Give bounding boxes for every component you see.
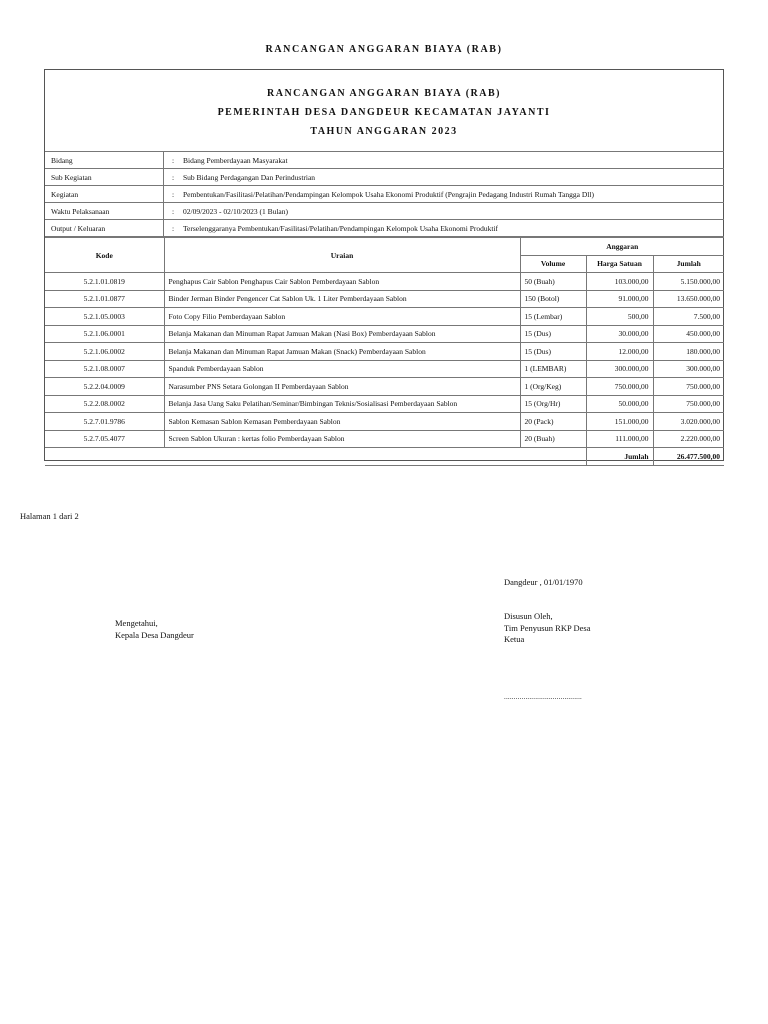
cell-harga-satuan: 300.000,00	[586, 360, 653, 378]
cell-harga-satuan: 111.000,00	[586, 430, 653, 448]
cell-volume: 15 (Lembar)	[520, 308, 586, 326]
info-value-cell	[164, 203, 725, 220]
cell-volume: 50 (Buah)	[520, 273, 586, 291]
cell-volume: 150 (Botol)	[520, 290, 586, 308]
info-row	[45, 152, 724, 169]
info-row	[45, 186, 724, 203]
cell-kode: 5.2.1.08.0007	[45, 360, 164, 378]
cell-harga-satuan: 500,00	[586, 308, 653, 326]
table-row	[45, 343, 724, 361]
cell-kode: 5.2.1.06.0001	[45, 325, 164, 343]
cell-volume: 15 (Dus)	[520, 325, 586, 343]
info-row	[45, 203, 724, 220]
cell-kode: 5.2.7.05.4077	[45, 430, 164, 448]
approval-label: Mengetahui,	[115, 618, 158, 628]
table-row	[45, 395, 724, 413]
rab-frame	[44, 69, 724, 461]
preparer-role: Ketua	[504, 634, 525, 644]
cell-jumlah: 3.020.000,00	[653, 413, 724, 431]
place-date: Dangdeur , 01/01/1970	[504, 577, 583, 587]
cell-harga-satuan: 750.000,00	[586, 378, 653, 396]
cell-harga-satuan: 103.000,00	[586, 273, 653, 291]
cell-jumlah: 750.000,00	[653, 378, 724, 396]
cell-kode: 5.2.1.01.0819	[45, 273, 164, 291]
table-row	[45, 308, 724, 326]
header-government: PEMERINTAH DESA DANGDEUR KECAMATAN JAYANTI	[217, 107, 551, 118]
table-row	[45, 290, 724, 308]
cell-jumlah: 13.650.000,00	[653, 290, 724, 308]
cell-jumlah: 2.220.000,00	[653, 430, 724, 448]
cell-jumlah: 7.500,00	[653, 308, 724, 326]
cell-jumlah: 5.150.000,00	[653, 273, 724, 291]
document-title: RANCANGAN ANGGARAN BIAYA (RAB)	[265, 44, 503, 55]
table-row	[45, 378, 724, 396]
cell-uraian: Binder Jerman Binder Pengencer Cat Sablon Uk. 1 Liter Pemberdayaan Sablon	[164, 290, 520, 308]
table-row	[45, 430, 724, 448]
total-row	[45, 448, 724, 466]
cell-uraian: Penghapus Cair Sablon Penghapus Cair Sablon Pemberdayaan Sablon	[164, 273, 520, 291]
col-header-kode: Kode	[45, 238, 164, 273]
info-value: 02/09/2023 - 02/10/2023 (1 Bulan)	[183, 206, 288, 216]
cell-kode: 5.2.1.01.0877	[45, 290, 164, 308]
total-value: 26.477.500,00	[653, 448, 724, 466]
cell-jumlah: 300.000,00	[653, 360, 724, 378]
cell-kode: 5.2.2.04.0009	[45, 378, 164, 396]
cell-kode: 5.2.7.01.9786	[45, 413, 164, 431]
total-label: Jumlah	[586, 448, 653, 466]
cell-kode: 5.2.2.08.0002	[45, 395, 164, 413]
info-label: Waktu Pelaksanaan	[45, 203, 164, 220]
info-colon: :	[172, 155, 175, 165]
table-row	[45, 325, 724, 343]
cell-harga-satuan: 30.000,00	[586, 325, 653, 343]
cell-harga-satuan: 151.000,00	[586, 413, 653, 431]
info-colon: :	[172, 223, 175, 233]
cell-uraian: Screen Sablon Ukuran : kertas folio Pemberdayaan Sablon	[164, 430, 520, 448]
approver-title: Kepala Desa Dangdeur	[115, 629, 194, 640]
table-row	[45, 273, 724, 291]
preparer-team: Tim Penyusun RKP Desa	[504, 622, 591, 633]
info-colon: :	[172, 189, 175, 199]
cell-volume: 15 (Dus)	[520, 343, 586, 361]
cell-uraian: Belanja Makanan dan Minuman Rapat Jamuan Makan (Nasi Box) Pemberdayaan Sablon	[164, 325, 520, 343]
info-label: Bidang	[45, 152, 164, 169]
cell-uraian: Belanja Makanan dan Minuman Rapat Jamuan Makan (Snack) Pemberdayaan Sablon	[164, 343, 520, 361]
header-title: RANCANGAN ANGGARAN BIAYA (RAB)	[267, 88, 501, 99]
cell-harga-satuan: 91.000,00	[586, 290, 653, 308]
info-label: Kegiatan	[45, 186, 164, 203]
cell-jumlah: 750.000,00	[653, 395, 724, 413]
page-indicator: Halaman 1 dari 2	[20, 511, 79, 521]
info-label: Sub Kegiatan	[45, 169, 164, 186]
table-row	[45, 360, 724, 378]
prepared-by-label: Disusun Oleh,	[504, 611, 553, 621]
header-row	[45, 238, 724, 256]
info-value: Bidang Pemberdayaan Masyarakat	[183, 155, 288, 165]
cell-uraian: Belanja Jasa Uang Saku Pelatihan/Seminar/Bimbingan Teknis/Sosialisasi Pemberdayaan Sablon	[164, 395, 520, 413]
cell-jumlah: 450.000,00	[653, 325, 724, 343]
col-header-volume: Volume	[520, 255, 586, 273]
cell-jumlah: 180.000,00	[653, 343, 724, 361]
cell-uraian: Foto Copy Filio Pemberdayaan Sablon	[164, 308, 520, 326]
table-row	[45, 413, 724, 431]
col-header-anggaran: Anggaran	[520, 238, 724, 256]
col-header-jumlah: Jumlah	[653, 255, 724, 273]
cell-volume: 1 (LEMBAR)	[520, 360, 586, 378]
cell-volume: 20 (Buah)	[520, 430, 586, 448]
rab-header	[45, 84, 723, 141]
info-label: Output / Keluaran	[45, 220, 164, 237]
info-value: Pembentukan/Fasilitasi/Pelatihan/Pendampingan Kelompok Usaha Ekonomi Produktif (Pengrajin Pedagang Industri Rumah Tangga Dll)	[183, 189, 594, 199]
cell-uraian: Narasumber PNS Setara Golongan II Pemberdayaan Sablon	[164, 378, 520, 396]
info-value-cell	[164, 152, 725, 169]
info-table	[45, 151, 724, 237]
cell-volume: 20 (Pack)	[520, 413, 586, 431]
col-header-harga-satuan: Harga Satuan	[586, 255, 653, 273]
cell-volume: 1 (Org/Keg)	[520, 378, 586, 396]
cell-uraian: Sablon Kemasan Sablon Kemasan Pemberdayaan Sablon	[164, 413, 520, 431]
cell-kode: 5.2.1.05.0003	[45, 308, 164, 326]
cell-harga-satuan: 50.000,00	[586, 395, 653, 413]
prepared-by-block	[504, 611, 591, 646]
budget-table	[45, 237, 724, 466]
info-colon: :	[172, 206, 175, 216]
info-value-cell	[164, 220, 725, 237]
approval-block	[115, 618, 194, 641]
info-value-cell	[164, 186, 725, 203]
info-row	[45, 220, 724, 237]
cell-uraian: Spanduk Pemberdayaan Sablon	[164, 360, 520, 378]
header-fiscal-year: TAHUN ANGGARAN 2023	[310, 126, 458, 137]
total-spacer	[45, 448, 586, 466]
signature-line: ........................................	[504, 693, 582, 701]
info-value: Terselenggaranya Pembentukan/Fasilitasi/Pelatihan/Pendampingan Kelompok Usaha Ekonomi Produktif	[183, 223, 499, 233]
cell-volume: 15 (Org/Hr)	[520, 395, 586, 413]
cell-kode: 5.2.1.06.0002	[45, 343, 164, 361]
info-value-cell	[164, 169, 725, 186]
info-colon: :	[172, 172, 175, 182]
info-row	[45, 169, 724, 186]
col-header-uraian: Uraian	[164, 238, 520, 273]
cell-harga-satuan: 12.000,00	[586, 343, 653, 361]
info-value: Sub Bidang Perdagangan Dan Perindustrian	[183, 172, 316, 182]
